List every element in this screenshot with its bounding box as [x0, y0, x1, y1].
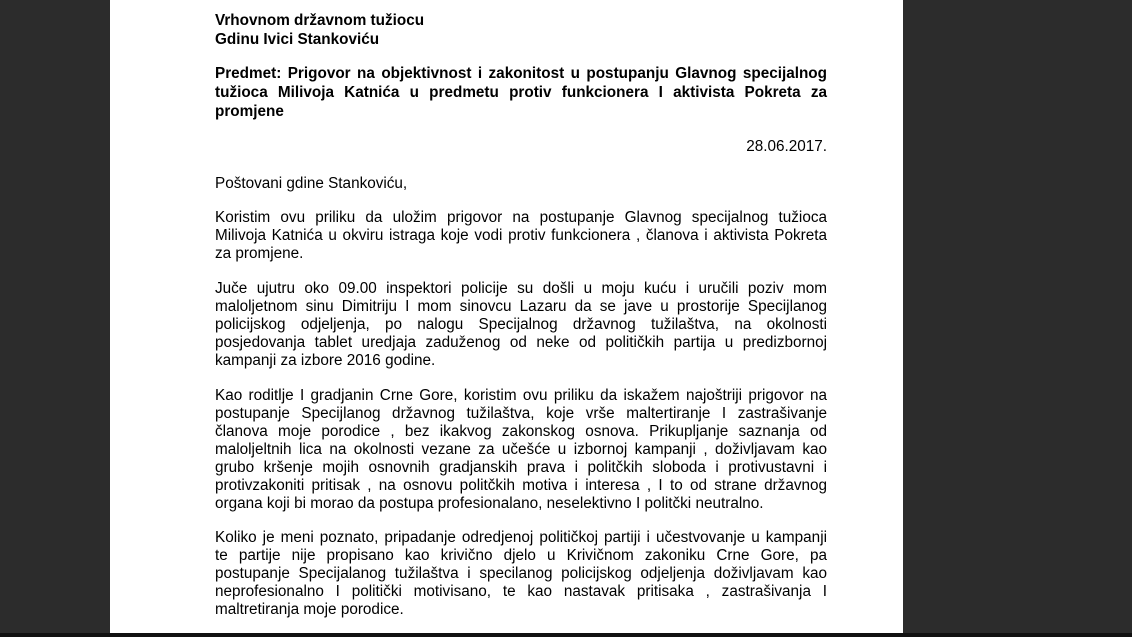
paragraph-line: članova moje porodice , bez ikakvog zakonskog osnova. Prikupljanje saznanja od: [215, 423, 827, 440]
paragraph-line: Juče ujutru oko 09.00 inspektori policije su došli u moju kuću i uručili poziv mom: [215, 280, 827, 297]
subject-line: Predmet: Prigovor na objektivnost i zakonitost u postupanju Glavnog specijalnog: [215, 65, 827, 82]
addressee-block: [215, 11, 424, 49]
paragraph-line: protivzakoniti pritisak , na osnovu politčkih motiva i interesa , I to od strane državnog: [215, 477, 827, 494]
paragraph-line: policijskog odjeljenja, po nalogu Specijalnog državnog tužilaštva, na okolnosti: [215, 316, 827, 333]
paragraph-line: grubo kršenje mojih osnovnih gradjanskih prava i politčkih sloboda i protivustavni i: [215, 459, 827, 476]
paragraph-line: maloljetnom sinu Dimitriju I mom sinovcu Lazaru da se jave u prostorije Specijlanog: [215, 298, 827, 315]
paragraph-line: Kao roditlje I gradjanin Crne Gore, koristim ovu priliku da iskažem najoštriji prigovor na: [215, 387, 827, 404]
paragraph-line: maloljeltnih lica na okolnosti vezane za učešće u izbornoj kampanji , doživljavam kao: [215, 441, 827, 458]
paragraph-line: kampanji za izbore 2016 godine.: [215, 352, 436, 369]
addressee-line-1: Vrhovnom državnom tužiocu: [215, 12, 425, 29]
paragraph-line: Milivoja Katnića u okviru istraga koje vodi protiv funkcionera , članova i aktivista Pokreta: [215, 227, 827, 244]
paragraph-line: organa koji bi morao da postupa profesionalano, neselektivno I politčki neutralno.: [215, 495, 764, 512]
paragraph-line: neprofesionalno I politički motivisano, te kao nastavak pritisaka , zastrašivanja I: [215, 583, 827, 600]
letter-date: 28.06.2017.: [746, 138, 827, 155]
paragraph-1: [215, 209, 827, 263]
paragraph-line: postupanje Specijlanog državnog tužilaštva, koje vrše maltertiranje I zastrašivanje: [215, 405, 827, 422]
paragraph-3: [215, 387, 827, 513]
salutation: Poštovani gdine Stankoviću,: [215, 175, 408, 192]
paragraph-4: [215, 529, 827, 619]
viewer-bottom-edge: [0, 633, 1132, 637]
paragraph-line: Koristim ovu priliku da uložim prigovor na postupanje Glavnog specijalnog tužioca: [215, 209, 827, 226]
addressee-line-2: Gdinu Ivici Stankoviću: [215, 31, 380, 48]
subject-block: [215, 64, 827, 121]
paragraph-2: [215, 280, 827, 370]
subject-line: tužioca Milivoja Katnića u predmetu protiv funkcionera I aktivista Pokreta za: [215, 84, 827, 101]
paragraph-line: posjedovanja tablet uredjaja zaduženog od neke od političkih partija u predizbornoj: [215, 334, 827, 351]
paragraph-line: maltretiranja moje porodice.: [215, 601, 404, 618]
paragraph-line: za promjene.: [215, 245, 304, 262]
subject-line: promjene: [215, 103, 284, 120]
paragraph-line: te partije nije propisano kao krivično djelo u Krivičnom zakoniku Crne Gore, pa: [215, 547, 827, 564]
paragraph-line: Koliko je meni poznato, pripadanje odredjenoj političkoj partiji i učestvovanje u kampanji: [215, 529, 827, 546]
paragraph-line: postupanje Specijalanog tužilaštva i specilanog policijskog odjeljenja doživljavam kao: [215, 565, 827, 582]
document-page: [110, 0, 903, 633]
